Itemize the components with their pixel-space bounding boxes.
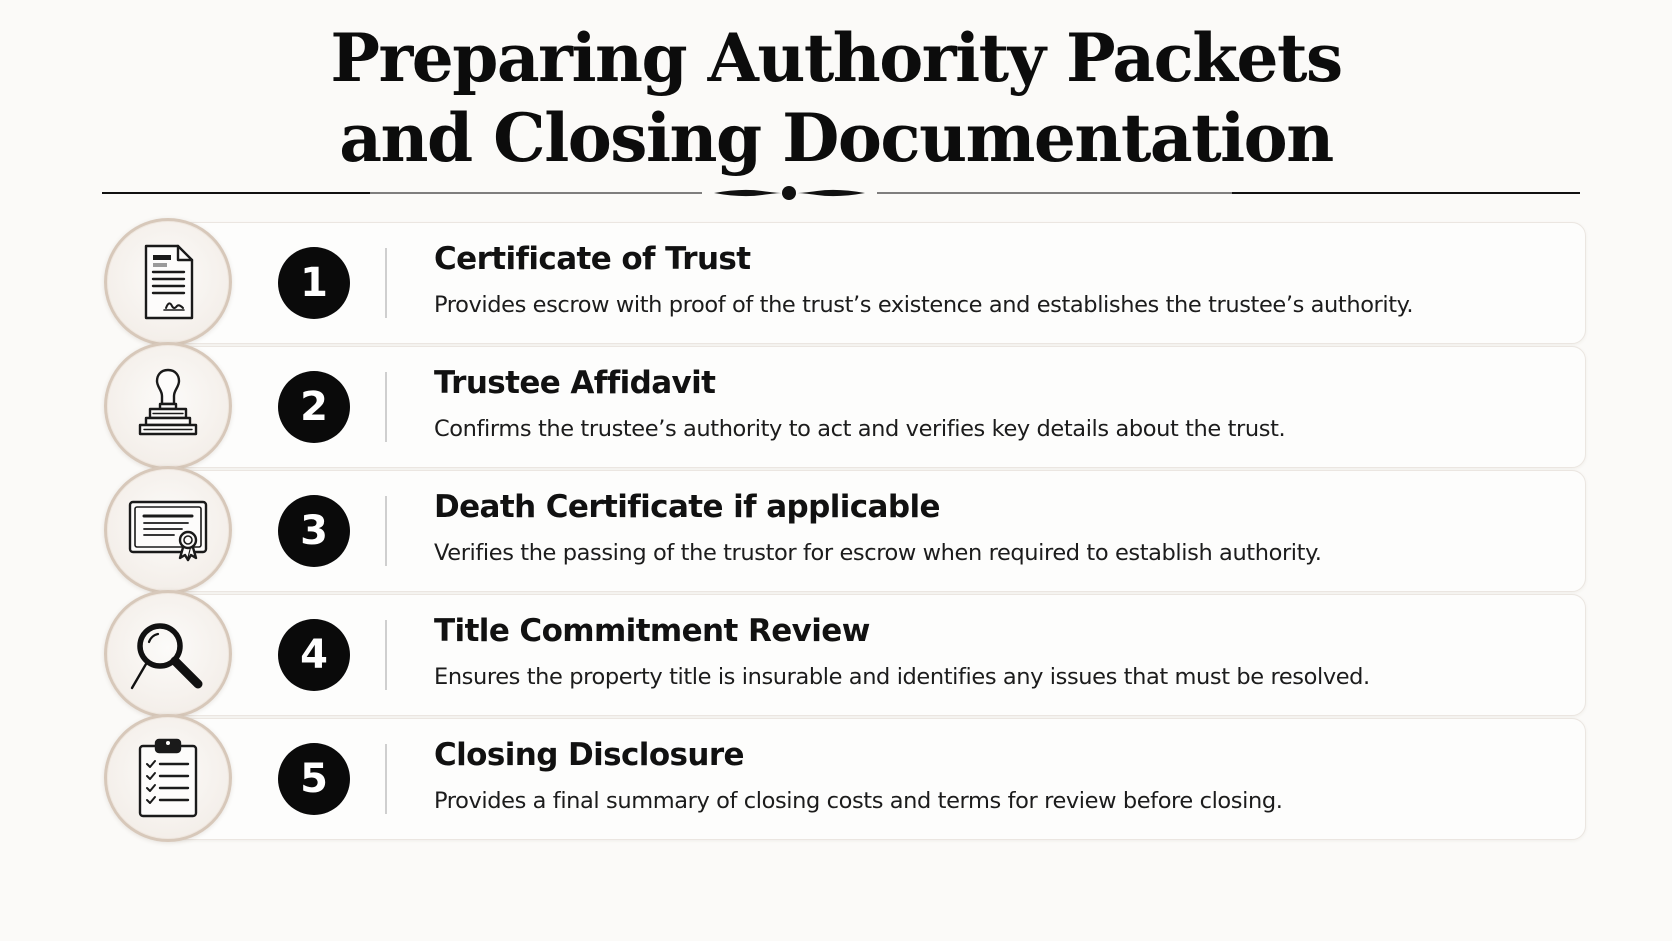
- list-item: [104, 466, 1586, 594]
- item-description: Confirms the trustee’s authority to act and verifies key details about the trust.: [434, 416, 1286, 442]
- vertical-separator: [385, 744, 387, 814]
- item-card: [166, 718, 1586, 840]
- clipboard-checklist-icon: [104, 714, 232, 842]
- document-icon: [104, 218, 232, 346]
- item-card: [166, 346, 1586, 468]
- step-number-badge: 4: [278, 619, 350, 691]
- list-item: [104, 714, 1586, 842]
- step-number-badge: 3: [278, 495, 350, 567]
- vertical-separator: [385, 248, 387, 318]
- magnifying-glass-icon: [104, 590, 232, 718]
- vertical-separator: [385, 372, 387, 442]
- vertical-separator: [385, 496, 387, 566]
- item-description: Provides escrow with proof of the trust’s existence and establishes the trustee’s authority.: [434, 292, 1414, 318]
- stamp-icon: [104, 342, 232, 470]
- vertical-separator: [385, 620, 387, 690]
- item-title: Death Certificate if applicable: [434, 489, 940, 525]
- step-number-badge: 2: [278, 371, 350, 443]
- step-number-badge: 5: [278, 743, 350, 815]
- list-item: [104, 342, 1586, 470]
- list-item: [104, 590, 1586, 718]
- step-number-badge: 1: [278, 247, 350, 319]
- item-description: Ensures the property title is insurable and identifies any issues that must be resolved.: [434, 664, 1370, 690]
- item-description: Verifies the passing of the trustor for escrow when required to establish authority.: [434, 540, 1322, 566]
- page-title-line-2: and Closing Documentation: [339, 99, 1333, 177]
- page-title-line-1: Preparing Authority Packets: [330, 19, 1342, 97]
- item-title: Closing Disclosure: [434, 737, 744, 773]
- list-item: [104, 218, 1586, 346]
- certificate-icon: [104, 466, 232, 594]
- item-card: [166, 594, 1586, 716]
- item-description: Provides a final summary of closing costs and terms for review before closing.: [434, 788, 1283, 814]
- item-title: Trustee Affidavit: [434, 365, 716, 401]
- item-title: Certificate of Trust: [434, 241, 751, 277]
- item-card: [166, 222, 1586, 344]
- item-title: Title Commitment Review: [434, 613, 870, 649]
